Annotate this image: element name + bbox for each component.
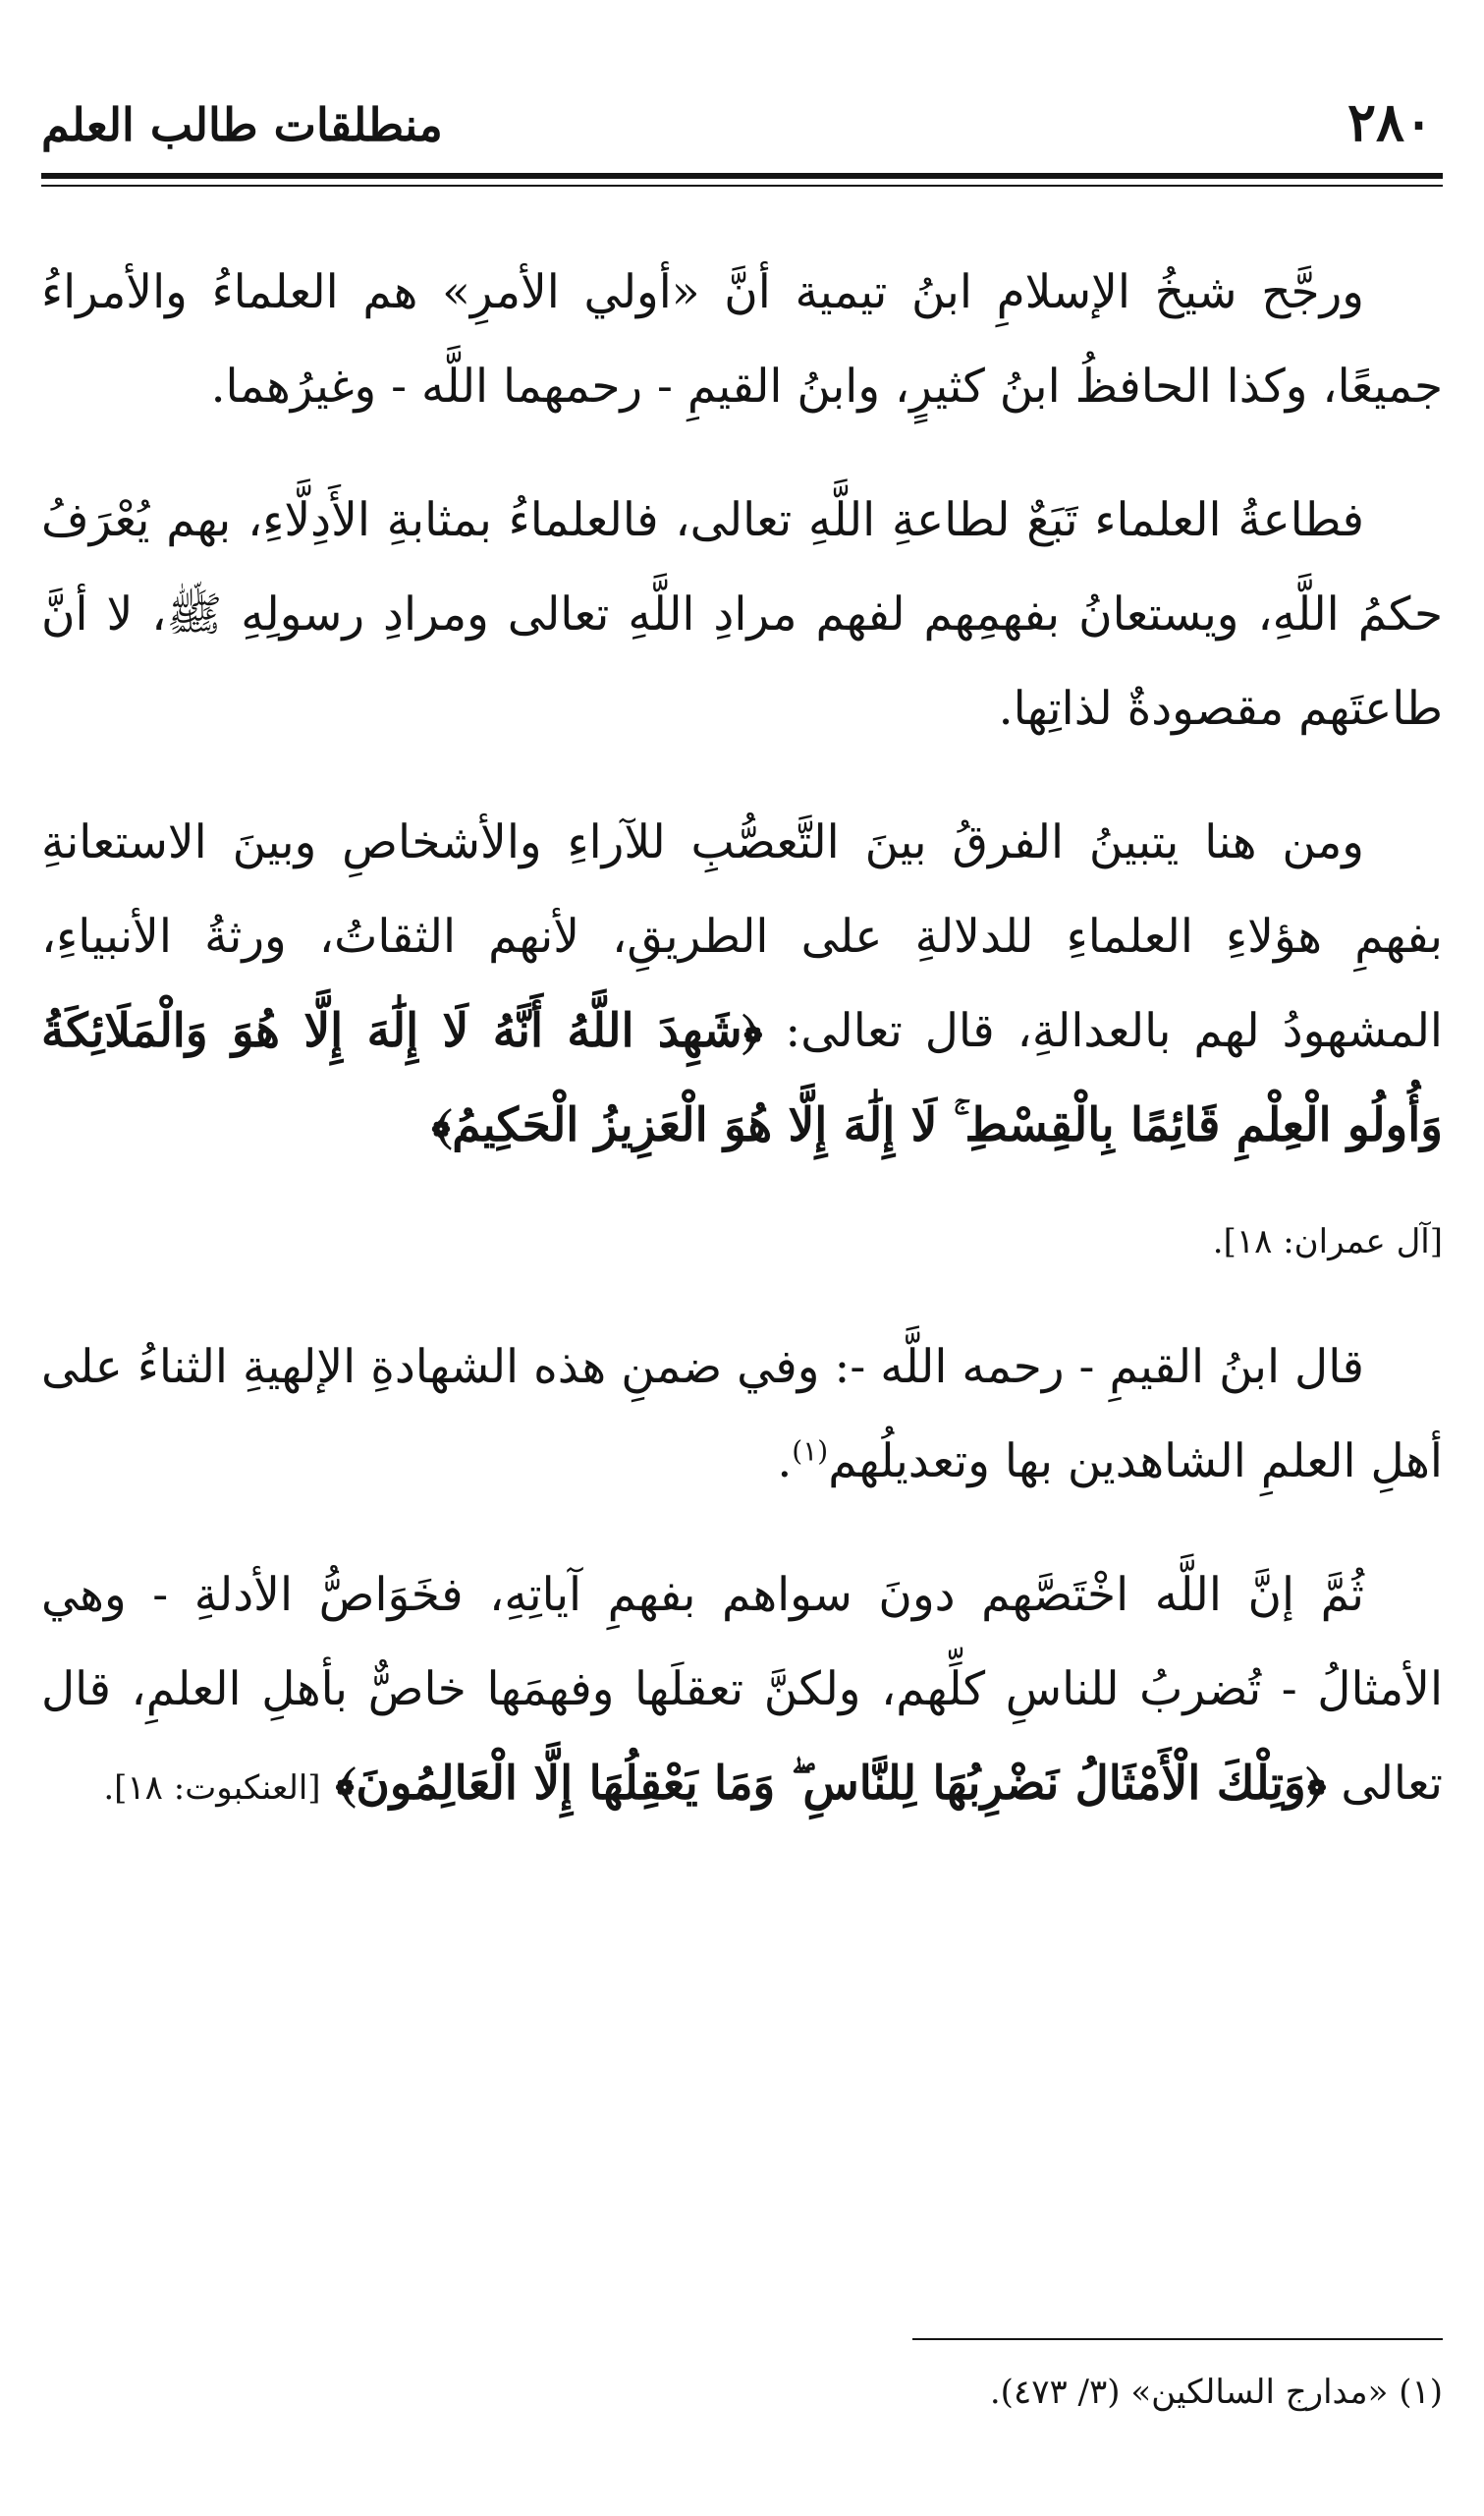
running-title: منطلقات طالب العلم xyxy=(41,98,443,151)
paragraph-2: فطاعةُ العلماء تَبَعٌ لطاعةِ اللَّهِ تعالى، فالعلماءُ بمثابةِ الأَدِلَّاءِ، بهم يُعْرَفُ حكمُ اللَّهِ، ويستعانُ بفهمِهم لفهم مرادِ اللَّهِ تعالى ومرادِ رسولِهِ ﷺ، لا أنَّ طاعتَهم مقصودةٌ لذاتِها. xyxy=(41,493,1443,736)
verse-reference-al-imran: [آل عمران: ١٨]. xyxy=(1212,1222,1443,1261)
footnote-marker[interactable]: (١) xyxy=(792,1434,829,1468)
paragraph-4-end: . xyxy=(777,1434,793,1488)
header-rule-thin xyxy=(41,185,1443,187)
verse-open-bracket-2: ﴿ xyxy=(1305,1757,1327,1811)
paragraph-4 xyxy=(41,1320,1443,1509)
page-header xyxy=(41,90,1443,169)
quran-verse-al-imran: شَهِدَ اللَّهُ أَنَّهُ لَا إِلَٰهَ إِلَّا هُوَ وَالْمَلَائِكَةُ وَأُولُو الْعِلْمِ قَائِمًا بِالْقِسْطِ ۚ لَا إِلَٰهَ إِلَّا هُوَ الْعَزِيزُ الْحَكِيمُ xyxy=(41,1004,1443,1152)
verse-close-bracket: ﴾ xyxy=(431,1098,453,1152)
main-text xyxy=(41,246,1443,1874)
paragraph-5-text: ثُمَّ إنَّ اللَّه اخْتَصَّهم دونَ سواهم بفهمِ آياتِهِ، فخَوَاصُّ الأدلةِ - وهي الأمثالُ - تُضربُ للناسِ كلِّهم، ولكنَّ تعقلَها وفهمَها خاصٌّ بأهلِ العلمِ، قال تعالى xyxy=(41,1568,1443,1811)
verse-reference-ankabut: [العنكبوت: ١٨]. xyxy=(103,1768,321,1808)
paragraph-5 xyxy=(41,1548,1443,1835)
page-number: ٢٨٠ xyxy=(1347,90,1433,153)
footnote-separator xyxy=(912,2338,1443,2340)
paragraph-3-text: ومن هنا يتبينُ الفرقُ بينَ التَّعصُّبِ للآراءِ والأشخاصِ وبينَ الاستعانةِ بفهمِ هؤلاءِ العلماءِ للدلالةِ على الطريقِ، لأنهم الثقاتُ، ورثةُ الأنبياءِ، المشهودُ لهم بالعدالةِ، قال تعالى: xyxy=(41,815,1443,1058)
header-rule-thick xyxy=(41,173,1443,179)
verse-close-bracket-2: ﴾ xyxy=(335,1757,357,1811)
quran-verse-ankabut: وَتِلْكَ الْأَمْثَالُ نَضْرِبُهَا لِلنَّاسِ ۖ وَمَا يَعْقِلُهَا إِلَّا الْعَالِمُونَ xyxy=(356,1757,1306,1811)
paragraph-3 xyxy=(41,796,1443,1173)
paragraph-1: ورجَّح شيخُ الإسلامِ ابنُ تيمية أنَّ «أولي الأمرِ» هم العلماءُ والأمراءُ جميعًا، وكذا الحافظُ ابنُ كثيرٍ، وابنُ القيمِ - رحمهما اللَّه - وغيرُهما. xyxy=(41,265,1443,414)
verse-open-bracket: ﴿ xyxy=(742,1004,763,1058)
footnote: (١) «مدارج السالكين» (٣/ ٤٧٣). xyxy=(989,2373,1443,2412)
paragraph-4-text: قال ابنُ القيمِ - رحمه اللَّه -: وفي ضمنِ هذه الشهادةِ الإلهيةِ الثناءُ على أهلِ العلمِ الشاهدين بها وتعديلُهم xyxy=(41,1340,1443,1488)
